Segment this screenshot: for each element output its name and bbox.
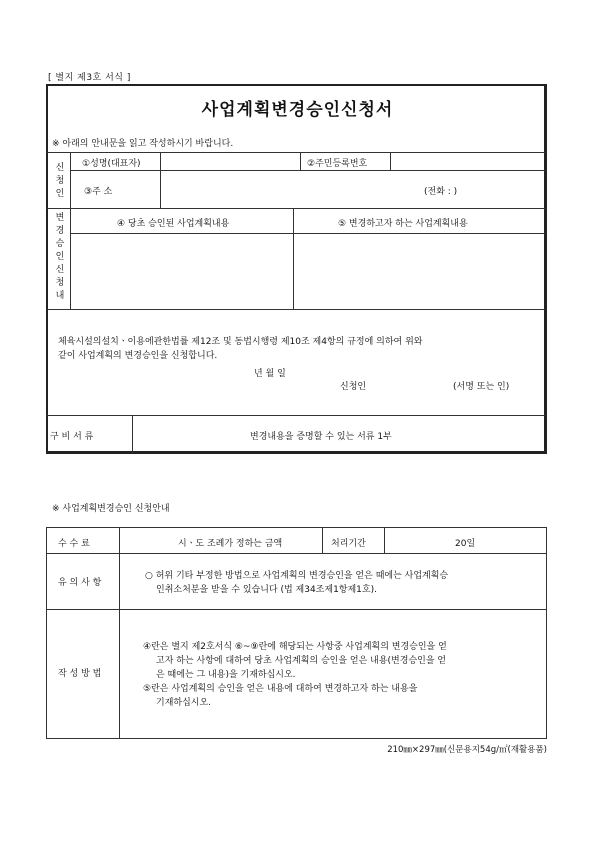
divider (322, 528, 323, 553)
address-label: ③주 소 (84, 187, 113, 197)
divider (47, 309, 545, 310)
name-label: ①성명(대표자) (82, 159, 141, 169)
rrn-label: ②주민등록번호 (307, 159, 368, 169)
caution-label: 유 의 사 항 (58, 578, 102, 588)
divider (293, 208, 294, 309)
method-label: 작 성 방 법 (58, 669, 102, 679)
divider (384, 528, 385, 553)
method-line-4: ⑤란은 사업계획의 승인을 얻은 내용에 대하여 변경하고자 하는 내용을 (143, 684, 418, 694)
method-line-3: 은 때에는 그 내용)을 기재하십시오. (156, 670, 296, 680)
change-side-label (53, 212, 67, 303)
applicant-sign-label: 신청인 (340, 382, 367, 392)
phone-label[interactable]: (전화 : ) (424, 187, 458, 197)
divider (47, 208, 545, 209)
divider (47, 415, 545, 416)
date-line[interactable]: 년 월 일 (254, 369, 286, 379)
statement-line-1: 체육시설의설치ㆍ이용에관한법률 제12조 및 동법시행령 제10조 제4항의 규정에 의하여 위와 (58, 337, 423, 347)
requested-plan-field[interactable] (295, 235, 543, 307)
period-label: 처리기간 (331, 539, 366, 549)
approved-plan-field[interactable] (72, 235, 291, 307)
method-line-1: ④란은 별지 제2호서식 ⑥~⑨란에 해당되는 사항중 사업계획의 변경승인을 얻 (143, 642, 447, 652)
fee-value: 시ㆍ도 조례가 정하는 금액 (178, 539, 283, 549)
fee-label: 수 수 료 (58, 539, 90, 549)
applicant-side-text: 신청인 (55, 163, 65, 199)
paper-size-footer: 210㎜×297㎜(신문용지54g/㎡(재활용품) (387, 745, 547, 755)
requested-plan-label: ⑤ 변경하고자 하는 사업계획내용 (338, 219, 468, 229)
approved-plan-label: ④ 당초 승인된 사업계획내용 (117, 219, 230, 229)
divider (70, 233, 545, 234)
divider (47, 553, 546, 554)
divider (47, 152, 545, 153)
caution-line-1: ○ 허위 기타 부정한 방법으로 사업계획의 변경승인을 얻은 때에는 사업계획승 (145, 571, 449, 581)
documents-label: 구 비 서 류 (50, 432, 94, 442)
guide-table (46, 527, 547, 739)
method-line-2: 고자 하는 사항에 대하여 당초 사업계획의 승인을 얻은 내용(변경승인을 얻 (156, 656, 447, 666)
divider (47, 609, 546, 610)
divider (160, 152, 161, 208)
divider (300, 152, 301, 170)
divider (70, 170, 545, 171)
divider (70, 152, 71, 309)
notice-text: ※ 아래의 안내문을 읽고 작성하시기 바랍니다. (52, 139, 234, 149)
signature-field[interactable]: (서명 또는 인) (453, 382, 510, 392)
form-title: 사업계획변경승인신청서 (201, 100, 394, 120)
divider (390, 152, 391, 170)
method-line-5: 기재하십시오. (156, 698, 212, 708)
divider (119, 528, 120, 738)
change-side-text: 변경승인신청내 (55, 213, 65, 301)
form-number-tag: [ 별지 제3호 서식 ] (48, 73, 131, 83)
caution-line-2: 인취소처분을 받을 수 있습니다 (법 제34조제1항제1호). (156, 585, 377, 595)
guide-heading: ※ 사업계획변경승인 신청안내 (52, 504, 170, 514)
documents-value: 변경내용을 증명할 수 있는 서류 1부 (250, 432, 392, 442)
statement-line-2: 같이 사업계획의 변경승인을 신청합니다. (58, 351, 218, 361)
period-value: 20일 (455, 539, 476, 549)
applicant-side-label (53, 162, 67, 201)
divider (132, 415, 133, 453)
